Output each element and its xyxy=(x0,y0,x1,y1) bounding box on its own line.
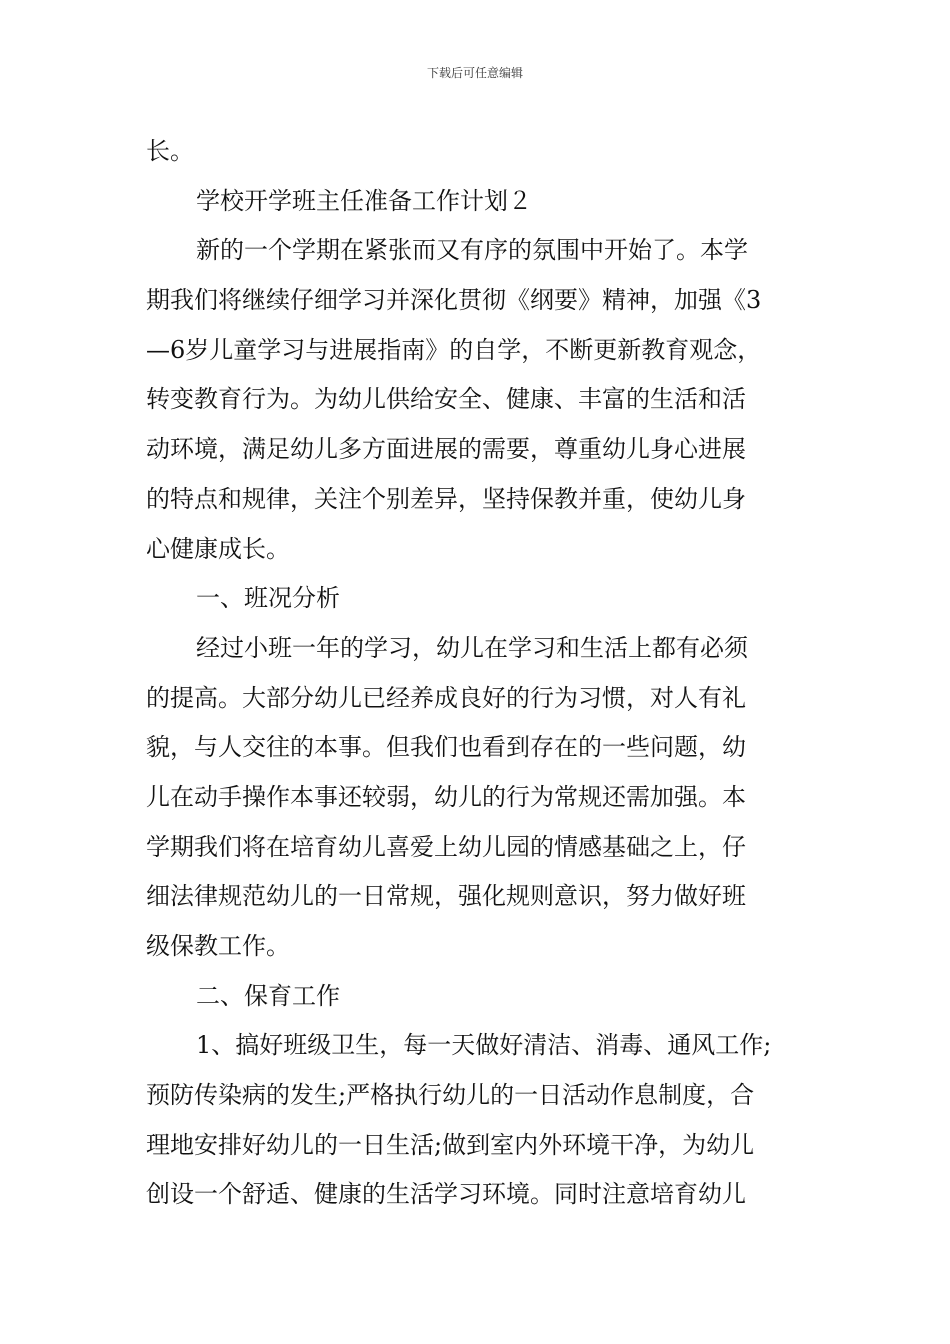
text-line: 貌，与人交往的本事。但我们也看到存在的一些问题，幼 xyxy=(146,733,746,762)
text-line: 心健康成长。 xyxy=(146,534,290,563)
text-block xyxy=(146,127,814,1220)
text-line: 创设一个舒适、健康的生活学习环境。同时注意培育幼儿 xyxy=(146,1180,746,1209)
section-heading: 二、保育工作 xyxy=(196,981,340,1010)
section-title: 学校开学班主任准备工作计划２ xyxy=(196,186,532,215)
text-line: 的提高。大部分幼儿已经养成良好的行为习惯，对人有礼 xyxy=(146,683,746,712)
text-line: —6岁儿童学习与进展指南》的自学，不断更新教育观念， xyxy=(146,335,762,364)
document-body xyxy=(146,127,814,1220)
text-line: 预防传染病的发生;严格执行幼儿的一日活动作息制度，合 xyxy=(146,1081,755,1110)
text-line: 的特点和规律，关注个别差异，坚持保教并重，使幼儿身 xyxy=(146,484,746,513)
text-line: 期我们将继续仔细学习并深化贯彻《纲要》精神，加强《3 xyxy=(146,286,762,315)
section-heading: 一、班况分析 xyxy=(196,584,340,613)
text-line: 学期我们将在培育幼儿喜爱上幼儿园的情感基础之上，仔 xyxy=(146,832,746,861)
header-note: 下载后可任意编辑 xyxy=(426,66,523,80)
text-line: 新的一个学期在紧张而又有序的氛围中开始了。本学 xyxy=(196,236,748,265)
text-line: 动环境，满足幼儿多方面进展的需要，尊重幼儿身心进展 xyxy=(146,435,746,464)
text-line: 级保教工作。 xyxy=(146,932,290,960)
text-line: 经过小班一年的学习，幼儿在学习和生活上都有必须 xyxy=(196,633,748,662)
text-line: 细法律规范幼儿的一日常规，强化规则意识，努力做好班 xyxy=(146,882,746,911)
text-line: 理地安排好幼儿的一日生活;做到室内外环境干净，为幼儿 xyxy=(146,1130,755,1159)
text-line: 儿在动手操作本事还较弱，幼儿的行为常规还需加强。本 xyxy=(146,782,746,811)
text-line: 长。 xyxy=(146,137,194,165)
text-line: 转变教育行为。为幼儿供给安全、健康、丰富的生活和活 xyxy=(146,385,746,414)
text-line: 1、搞好班级卫生，每一天做好清洁、消毒、通风工作; xyxy=(196,1031,772,1060)
